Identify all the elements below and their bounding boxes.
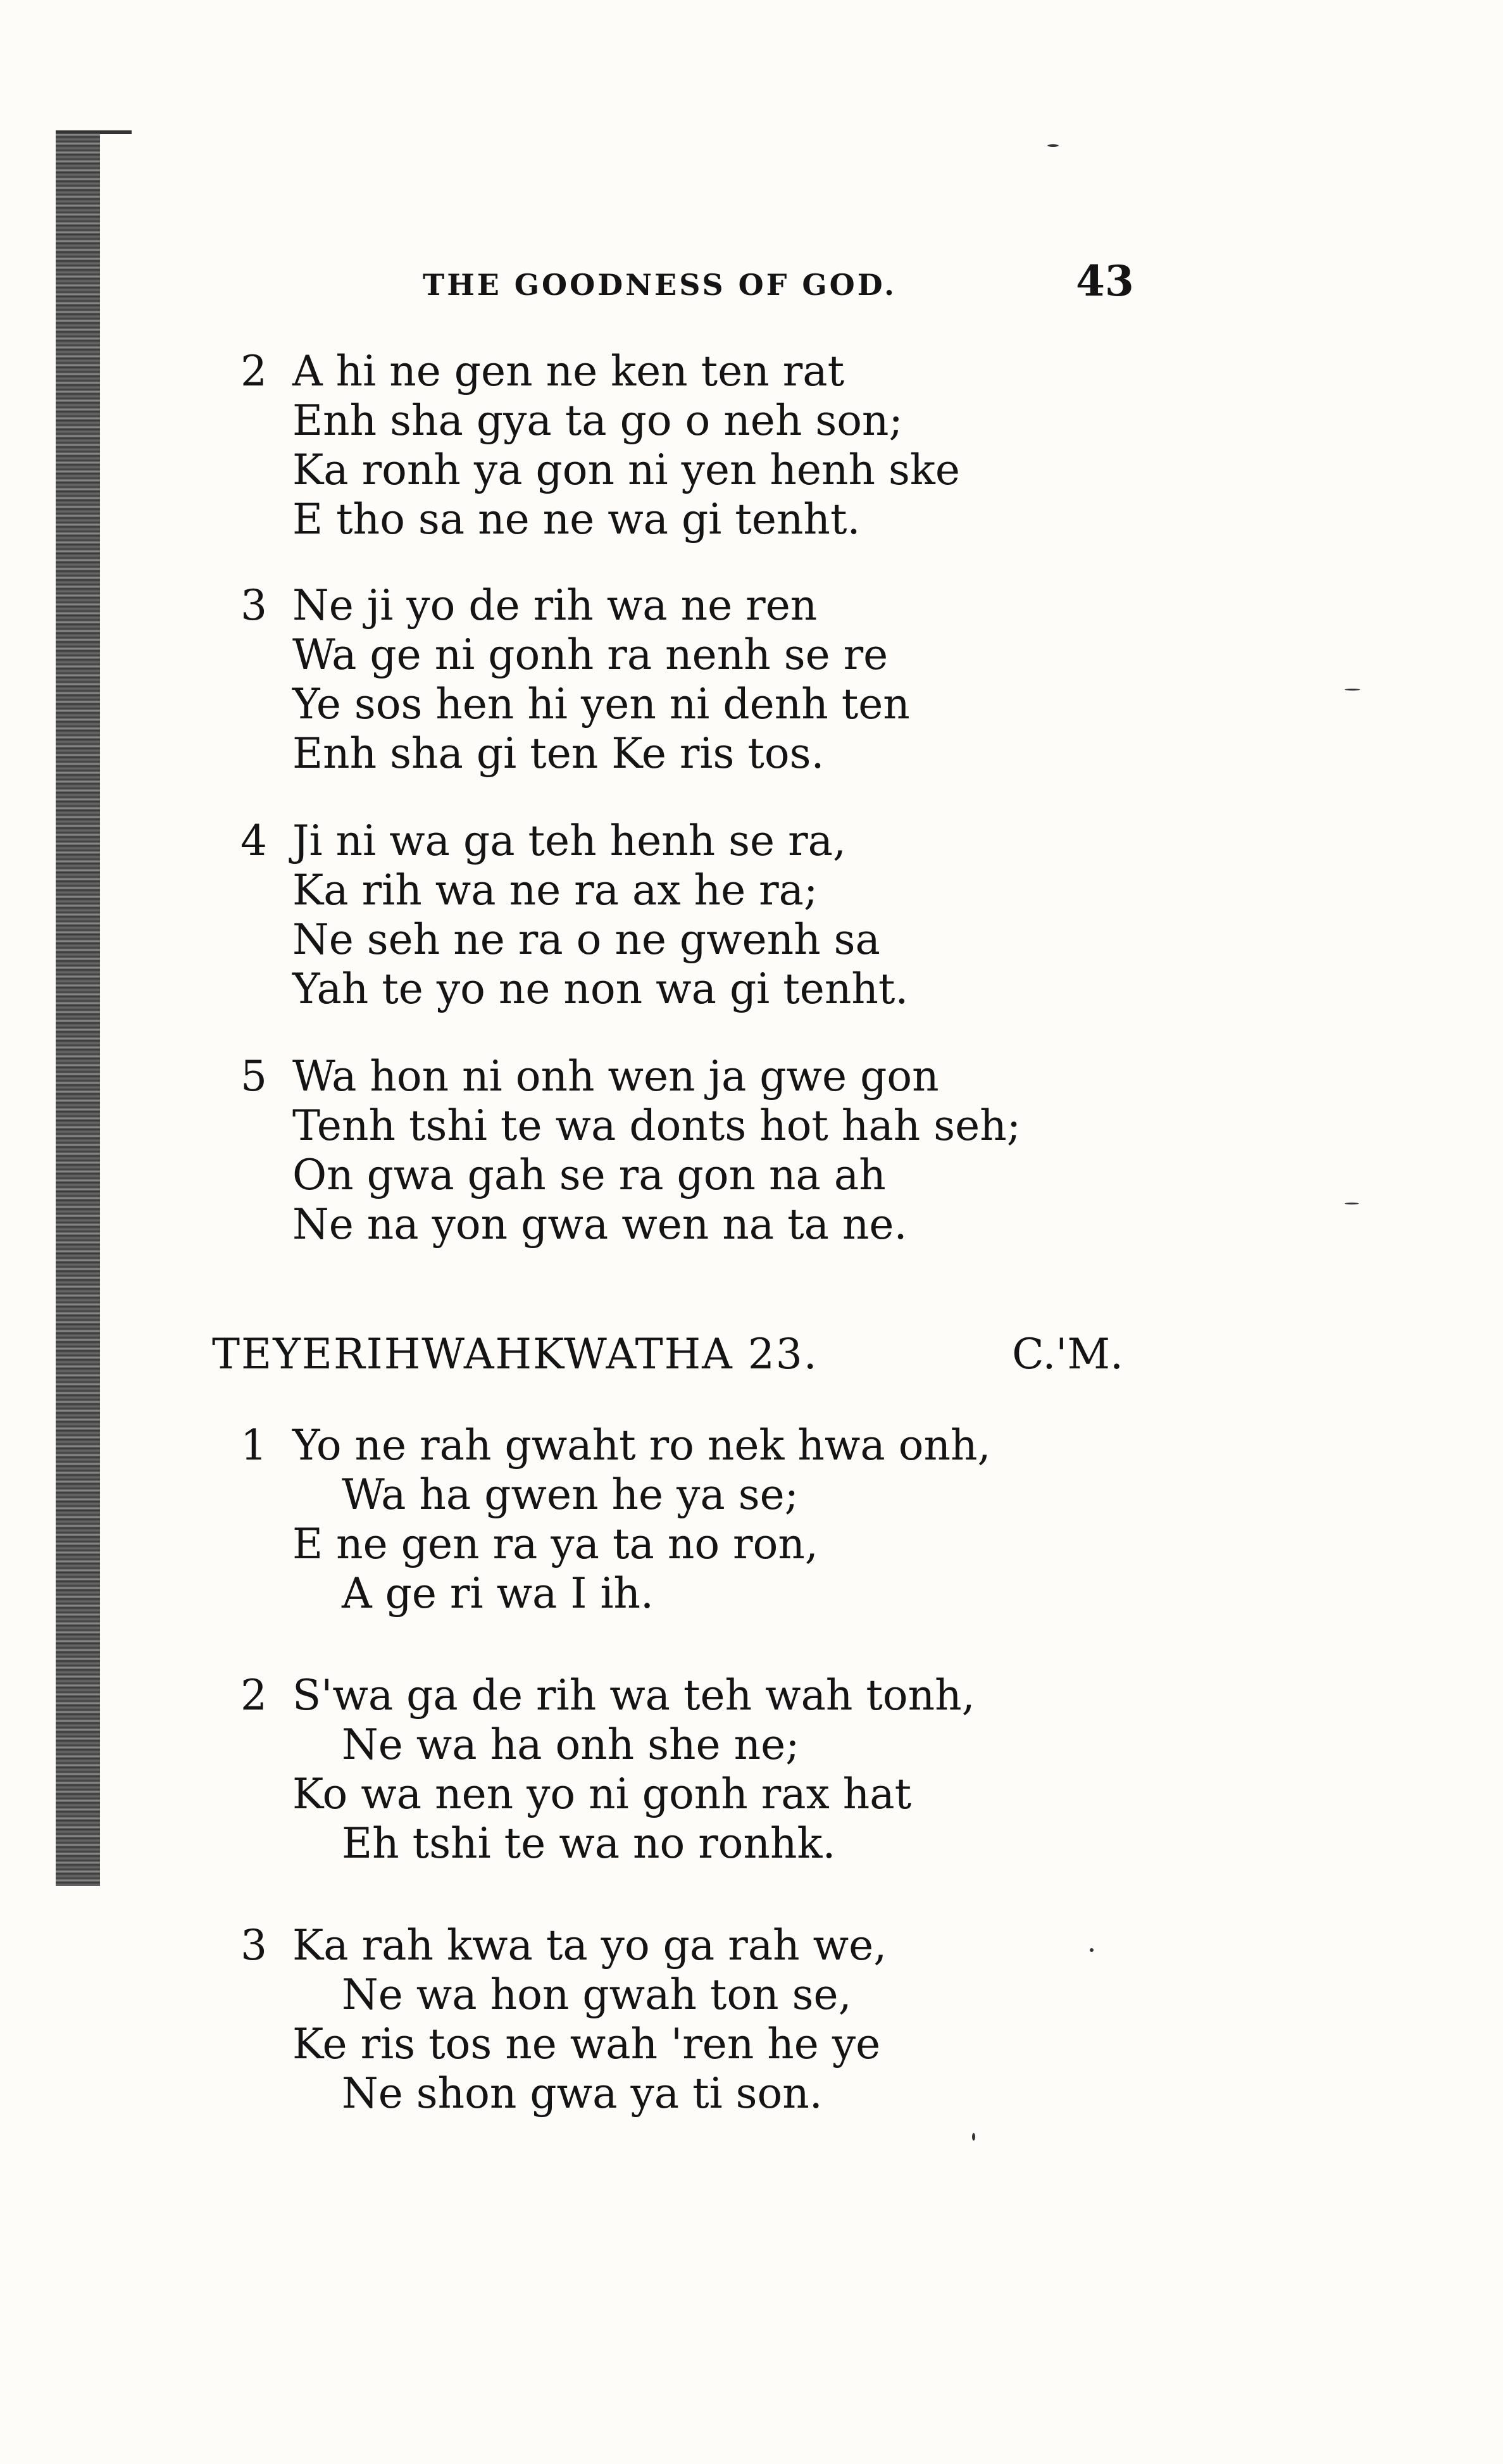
verse-line: S'wa ga de rih wa teh wah tonh,	[292, 1671, 975, 1720]
print-speck	[1047, 144, 1059, 147]
verse-line: E ne gen ra ya ta no ron,	[292, 1520, 818, 1568]
verse-line: Ka rih wa ne ra ax he ra;	[292, 866, 818, 915]
hymn-stanza-2	[240, 1671, 1190, 1868]
print-speck	[972, 2133, 975, 2141]
verse-line: Ka ronh ya gon ni yen henh ske	[292, 446, 960, 494]
verse-line: Tenh tshi te wa donts hot hah seh;	[292, 1101, 1021, 1150]
stanza-number: 3	[240, 581, 267, 630]
verse-line: Yah te yo ne non wa gi tenht.	[292, 965, 909, 1013]
verse-line: Wa ge ni gonh ra nenh se re	[292, 630, 889, 679]
verse-line: Yo ne rah gwaht ro nek hwa onh,	[292, 1421, 991, 1470]
verse-line: Ke ris tos ne wah 'ren he ye	[292, 2020, 881, 2068]
verse-line: E tho sa ne ne wa gi tenht.	[292, 495, 861, 544]
verse-line: On gwa gah se ra gon na ah	[292, 1151, 886, 1199]
verse-line: Ne shon gwa ya ti son.	[342, 2069, 823, 2118]
stanza-number: 3	[240, 1921, 267, 1970]
verse-line: Ne na yon gwa wen na ta ne.	[292, 1200, 907, 1249]
running-header-title: THE GOODNESS OF GOD.	[423, 268, 897, 302]
verse-line: Enh sha gya ta go o neh son;	[292, 396, 903, 445]
hymn-stanza-3	[240, 1921, 1190, 2118]
verse-line: Ne wa hon gwah ton se,	[342, 1970, 852, 2019]
verse-line: Ne seh ne ra o ne gwenh sa	[292, 915, 880, 964]
verse-line: Ye sos hen hi yen ni denh ten	[292, 680, 910, 729]
hymn-stanza-1	[240, 1421, 1190, 1618]
verse-line: Ka rah kwa ta yo ga rah we,	[292, 1921, 887, 1970]
running-header	[0, 256, 1503, 307]
stanza-number: 1	[240, 1421, 267, 1470]
verse-line: Enh sha gi ten Ke ris tos.	[292, 729, 825, 778]
verse-line: Wa hon ni onh wen ja gwe gon	[292, 1052, 939, 1101]
verse-line: Ko wa nen yo ni gonh rax hat	[292, 1770, 912, 1818]
stanza-number: 2	[240, 347, 267, 396]
stanza-number: 2	[240, 1671, 267, 1720]
verse-line: Wa ha gwen he ya se;	[342, 1470, 799, 1519]
page-binding-edge	[56, 133, 100, 1886]
verse-line: Ne wa ha onh she ne;	[342, 1720, 800, 1769]
stanza-4	[240, 816, 1190, 1014]
stanza-5	[240, 1052, 1190, 1249]
print-speck	[1090, 1948, 1094, 1952]
verse-line: A hi ne gen ne ken ten rat	[292, 347, 845, 396]
verse-line: A ge ri wa I ih.	[342, 1569, 654, 1618]
hymn-heading	[212, 1326, 1123, 1383]
hymn-title: TEYERIHWAHKWATHA 23.	[212, 1330, 818, 1379]
verse-line: Ne ji yo de rih wa ne ren	[292, 581, 818, 630]
stanza-number: 4	[240, 816, 267, 865]
verse-line: Eh tshi te wa no ronhk.	[342, 1819, 836, 1868]
stanza-number: 5	[240, 1052, 267, 1101]
verse-line: Ji ni wa ga teh henh se ra,	[292, 816, 846, 865]
stanza-2	[240, 347, 1190, 544]
page-number: 43	[1076, 256, 1134, 306]
print-speck	[1345, 689, 1360, 691]
print-speck	[1345, 1203, 1359, 1204]
stanza-3	[240, 581, 1190, 779]
hymn-meter: C.'M.	[1012, 1330, 1123, 1379]
